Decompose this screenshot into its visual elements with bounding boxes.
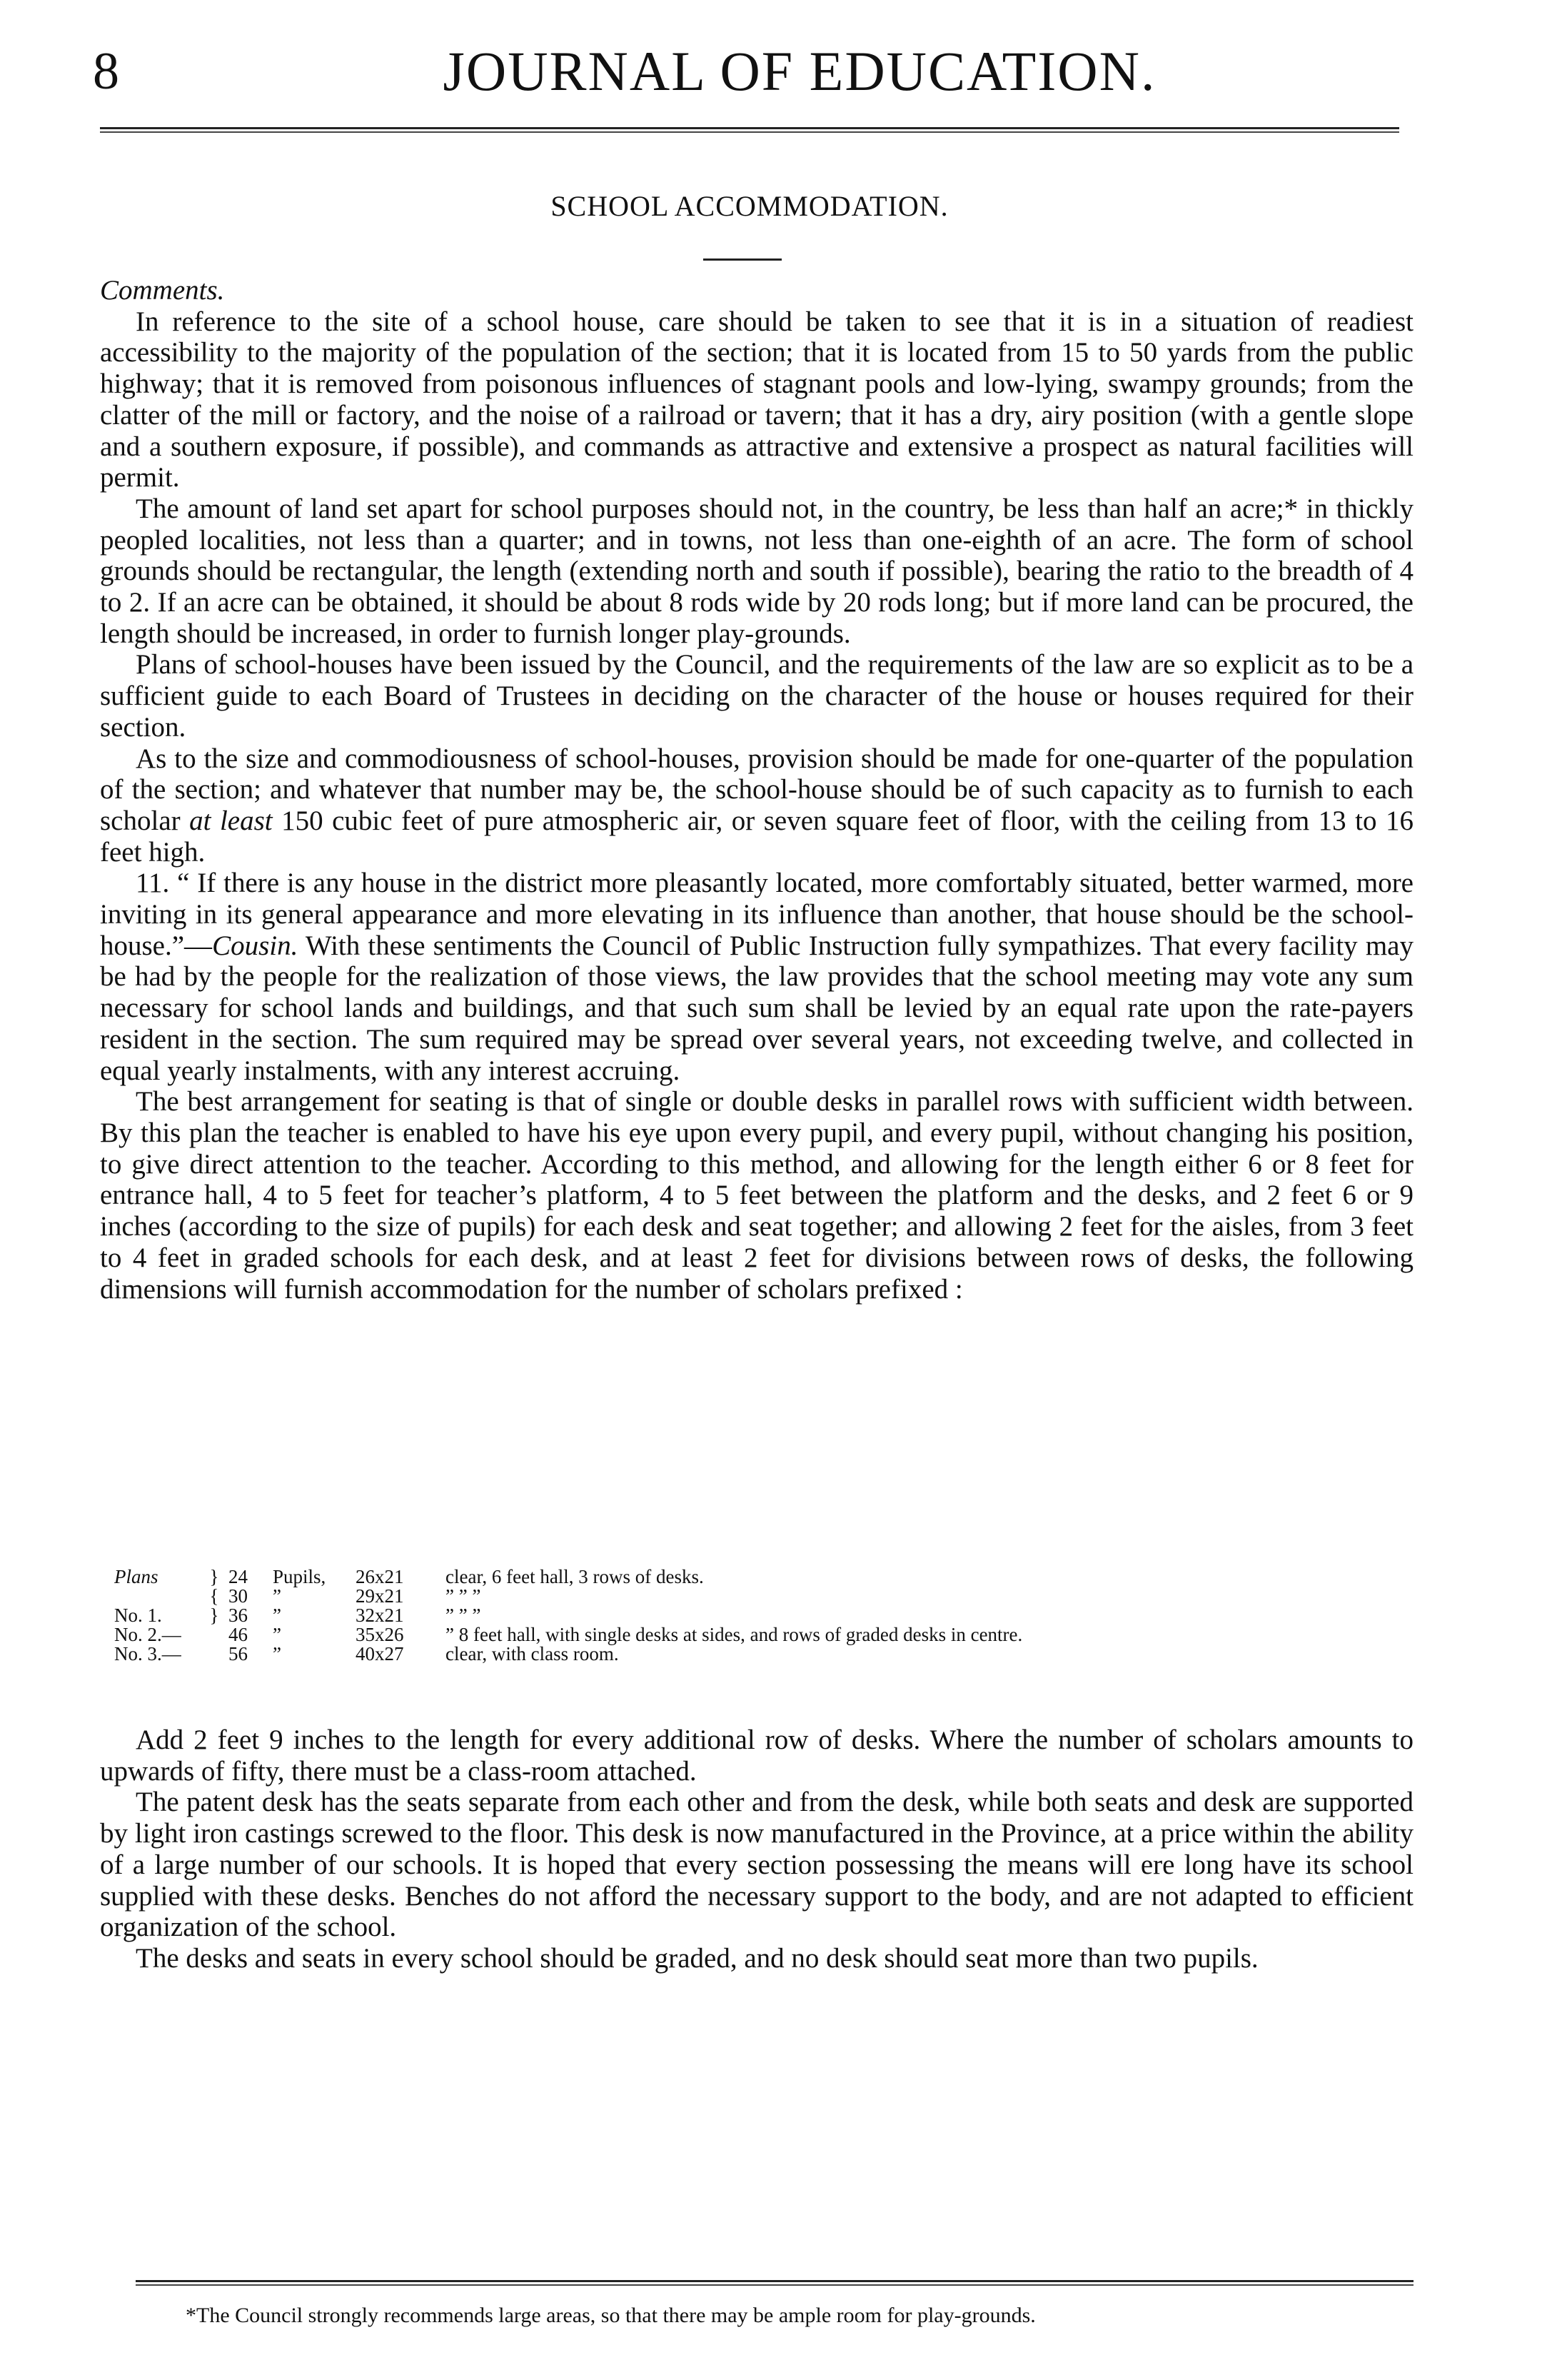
- plans-pupils: ”: [273, 1624, 281, 1645]
- plans-number: 24: [228, 1566, 248, 1587]
- plans-row-label: No. 1.: [114, 1605, 162, 1626]
- plans-pupils: ”: [273, 1605, 281, 1626]
- comments-heading: Comments.: [100, 275, 225, 306]
- paragraph-size-a: As to the size and commodiousness of school-houses, provision should be made for one-quarter of the population of the section; and whatever that number may be, the school-house should be of such capacity as to furnish to each scholar: [100, 743, 1414, 836]
- plans-description: ” 8 feet hall, with single desks at sides, and rows of graded desks in centre.: [445, 1624, 1023, 1645]
- header-rule-double: [100, 131, 1399, 133]
- plans-dimensions: 26x21: [356, 1566, 404, 1587]
- page-number: 8: [93, 42, 119, 101]
- plans-pupils: ”: [273, 1585, 281, 1607]
- paragraph-land: The amount of land set apart for school purposes should not, in the country, be less than half an acre;* in thickly peopled localities, not less than a quarter; and in towns, not less than one-eighth of an acre. The form of school grounds should be rectangular, the length (extending north and south if possible), bearing the ratio to the breadth of 4 to 2. If an acre can be obtained, it should be about 8 rods wide by 20 rods long; but if more land can be procured, the length should be increased, in order to furnish longer play-grounds.: [100, 493, 1414, 649]
- header-rule: [100, 127, 1399, 129]
- plans-number: 36: [228, 1605, 248, 1626]
- plans-pupils: Pupils,: [273, 1566, 326, 1587]
- plans-number: 56: [228, 1643, 248, 1665]
- plans-row-label: No. 2.—: [114, 1624, 181, 1645]
- plans-brace: {: [209, 1585, 219, 1607]
- paragraph-cousin-b: With these sentiments the Council of Public Instruction fully sympathizes. That every facility may be had by the people for the realization of those views, the law provides that the school meeting may vote any sum necessary for school lands and buildings, and that such sum shall be levied by an equal rate upon the rate-payers resident in the section. The sum required may be spread over several years, not exceeding twelve, and collected in equal yearly instalments, with any interest accruing.: [100, 930, 1414, 1086]
- plans-description: clear, with class room.: [445, 1643, 619, 1665]
- footnote-rule-double: [136, 2284, 1414, 2286]
- plans-label: Plans: [114, 1566, 158, 1587]
- section-title: SCHOOL ACCOMMODATION.: [550, 190, 949, 222]
- title-rule: [703, 258, 782, 261]
- plans-dimensions: 35x26: [356, 1624, 404, 1645]
- paragraph-cousin: [100, 868, 1414, 1086]
- plans-dimensions: 32x21: [356, 1605, 404, 1626]
- plans-row: [114, 1645, 1027, 1664]
- paragraph-cousin-a: 11. “ If there is any house in the district more pleasantly located, more comfortably situated, better warmed, more inviting in its general appearance and more elevating in its influence than another, that house should be the school-house.”—: [100, 868, 1414, 961]
- paragraph-size-emphasis: at least: [189, 805, 273, 836]
- paragraph-patent-desk: The patent desk has the seats separate from each other and from the desk, while both seats and desk are supported by light iron castings screwed to the floor. This desk is now manufactured in the Province, at a price within the ability of a large number of our schools. It is hoped that every section possessing the means will ere long have its school supplied with these desks. Benches do not afford the necessary support to the body, and are not adapted to efficient organization of the school.: [100, 1787, 1414, 1943]
- plans-row-label: [114, 1587, 204, 1606]
- plans-dimensions: 40x27: [356, 1643, 404, 1665]
- journal-title: JOURNAL OF EDUCATION.: [443, 40, 1157, 102]
- footnote: *The Council strongly recommends large areas, so that there may be ample room for play-grounds.: [186, 2304, 1036, 2327]
- plans-brace: [204, 1625, 228, 1645]
- paragraph-size-b: 150 cubic feet of pure atmospheric air, or seven square feet of floor, with the ceiling from 13 to 16 feet high.: [100, 805, 1414, 868]
- paragraph-seating: The best arrangement for seating is that of single or double desks in parallel rows with sufficient width between. By this plan the teacher is enabled to have his eye upon every pupil, and every pupil, without changing his position, to give direct attention to the teacher. According to this method, and allowing for the length either 6 or 8 feet for entrance hall, 4 to 5 feet for teacher’s platform, 4 to 5 feet between the platform and the desks, and 2 feet 6 or 9 inches (according to the size of pupils) for each desk and seat together; and allowing 2 feet for the aisles, from 3 feet to 4 feet in graded schools for each desk, and at least 2 feet for divisions between rows of desks, the following dimensions will furnish accommodation for the number of scholars prefixed :: [100, 1086, 1414, 1305]
- paragraph-size: [100, 743, 1414, 868]
- plans-number: 46: [228, 1624, 248, 1645]
- plans-row: [114, 1606, 1027, 1625]
- paragraph-cousin-emphasis: Cousin.: [212, 930, 298, 961]
- footnote-rule: [136, 2280, 1414, 2282]
- paragraph-site: In reference to the site of a school house, care should be taken to see that it is in a situation of readiest accessibility to the majority of the population of the section; that it is located from 15 to 50 yards from the public highway; that it is removed from poisonous influences of stagnant pools and low-lying, swampy grounds; from the clatter of the mill or factory, and the noise of a railroad or tavern; that it has a dry, airy position (with a gentle slope and a southern exposure, if possible), and commands as attractive and extensive a prospect as natural facilities will permit.: [100, 306, 1414, 493]
- plans-dimensions: 29x21: [356, 1585, 404, 1607]
- paragraph-plans: Plans of school-houses have been issued by the Council, and the requirements of the law are so explicit as to be a sufficient guide to each Board of Trustees in deciding on the character of the house or houses required for their section.: [100, 649, 1414, 743]
- plans-description: ” ” ”: [445, 1605, 481, 1626]
- plans-brace: [204, 1645, 228, 1664]
- plans-number: 30: [228, 1585, 248, 1607]
- article-body-continued: [100, 1724, 1414, 1974]
- plans-row: [114, 1567, 1027, 1587]
- plans-description: clear, 6 feet hall, 3 rows of desks.: [445, 1566, 704, 1587]
- plans-row-label: No. 3.—: [114, 1643, 181, 1665]
- plans-brace: }: [209, 1566, 219, 1587]
- plans-row: [114, 1587, 1027, 1606]
- paragraph-graded-desks: The desks and seats in every school should be graded, and no desk should seat more than two pupils.: [136, 1942, 1259, 1974]
- plans-pupils: ”: [273, 1643, 281, 1665]
- article-body: [100, 275, 1414, 1305]
- plans-table: [114, 1567, 1399, 1664]
- plans-brace: }: [209, 1605, 219, 1626]
- plans-row: [114, 1625, 1027, 1645]
- paragraph-rows: Add 2 feet 9 inches to the length for every additional row of desks. Where the number of scholars amounts to upwards of fifty, there must be a class-room attached.: [100, 1724, 1414, 1787]
- running-head: [93, 39, 1406, 104]
- plans-description: ” ” ”: [445, 1585, 481, 1607]
